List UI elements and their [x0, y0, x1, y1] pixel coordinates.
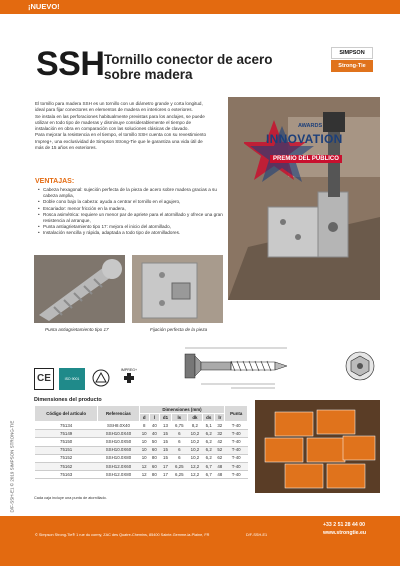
- plus-icon: [122, 372, 136, 384]
- footer-phone: +33 2 51 28 44 00: [323, 522, 365, 528]
- advantage-item: • Rosca asimétrica: requiere un menor par de apriete para el atornillado y ofrece una gran resistencia al arranque,: [38, 212, 226, 224]
- product-title-line1: Tornillo conector de acero: [104, 52, 273, 67]
- cell: SSH10.0X60: [98, 446, 139, 454]
- cell: 62: [215, 454, 225, 462]
- table-row: [35, 430, 248, 438]
- logo-bottom-text: Strong-Tie: [331, 60, 373, 72]
- cell: SSH8.0X40: [98, 422, 139, 430]
- impreg-label: IMPREG+: [120, 368, 138, 372]
- new-badge: ¡NUEVO!: [28, 2, 60, 11]
- cell: 17: [159, 462, 171, 470]
- cell: 12,2: [187, 462, 203, 470]
- cell: T-40: [225, 454, 248, 462]
- award-title: INNOVATION: [266, 132, 343, 146]
- screw-technical-drawing: [165, 340, 390, 392]
- side-reference-text: D/F-SSH-E1 © 2019 SIMPSON STRONG-TIE: [9, 420, 15, 513]
- cell: 40: [149, 430, 159, 438]
- column-header-l: l: [149, 414, 159, 422]
- cell: SSH10.0X40: [98, 430, 139, 438]
- fixing-illustration: [132, 255, 223, 323]
- advantage-item: • Escariador: menor fricción en la madera,: [38, 206, 226, 212]
- cell: 75163: [35, 471, 98, 479]
- cell: 6: [171, 454, 187, 462]
- column-header-ref: Referencias: [98, 406, 139, 422]
- cell: 75150: [35, 438, 98, 446]
- footer-website[interactable]: www.strongtie.eu: [323, 530, 367, 536]
- cell: T-40: [225, 438, 248, 446]
- award-label: AWARDS: [298, 123, 323, 129]
- advantage-item: • Punta antiagrietamiento tipo 17: mejora el inicio del atornillado,: [38, 224, 226, 230]
- cell: 6,7: [203, 471, 215, 479]
- column-header-d: d: [139, 414, 149, 422]
- cell: 10: [139, 438, 149, 446]
- cell: 50: [149, 438, 159, 446]
- intro-line: ideal para fijar conectores en elementos de madera en interiores o exteriores.: [35, 107, 193, 113]
- intro-line: Para mejorar la resistencia en el tiempo, el tornillo SSH cuenta con su revestimiento: [35, 132, 207, 138]
- column-header-lr: lr: [215, 414, 225, 422]
- table-row: [35, 471, 248, 479]
- dimensions-table: [34, 405, 248, 479]
- cell: 15: [159, 430, 171, 438]
- top-banner: [0, 0, 400, 14]
- cell: 32: [215, 430, 225, 438]
- product-title: [104, 52, 304, 82]
- cell: 15: [159, 446, 171, 454]
- award-subtitle: PREMIO DEL PÚBLICO: [270, 155, 342, 163]
- table-row: [35, 438, 248, 446]
- cell: 6,25: [171, 462, 187, 470]
- cell: 6,2: [203, 438, 215, 446]
- cell: 10: [139, 454, 149, 462]
- cell: T-40: [225, 446, 248, 454]
- ce-mark-icon: CE: [34, 368, 54, 390]
- column-header-tip: Punta: [225, 406, 248, 422]
- cell: 12,2: [187, 471, 203, 479]
- cell: T-40: [225, 430, 248, 438]
- cell: 10,2: [187, 438, 203, 446]
- cell: 10,2: [187, 454, 203, 462]
- cell: 10: [139, 430, 149, 438]
- column-header-dk: dk: [187, 414, 203, 422]
- cell: 8,2: [187, 422, 203, 430]
- column-header-ds: ds: [203, 414, 215, 422]
- cell: T-40: [225, 422, 248, 430]
- footer-reference: D/F-SSH-E1: [246, 533, 268, 537]
- fixing-caption: Fijación perfecta de la pieza: [150, 327, 208, 332]
- cell: SSH12.0X80: [98, 471, 139, 479]
- cell: 8: [139, 422, 149, 430]
- cell: 32: [215, 422, 225, 430]
- cell: 48: [215, 471, 225, 479]
- table-note: Cada caja incluye una punta de atornillado.: [34, 496, 107, 500]
- table-row: [35, 422, 248, 430]
- cell: T-40: [225, 462, 248, 470]
- cell: 6,2: [203, 430, 215, 438]
- table-row: [35, 454, 248, 462]
- cell: 15: [159, 438, 171, 446]
- cell: 15: [159, 454, 171, 462]
- impreg-plus-icon: [118, 368, 140, 390]
- dimensions-title: Dimensiones del producto: [34, 397, 102, 403]
- screw-illustration: [34, 255, 125, 323]
- product-boxes-photo: [255, 400, 380, 493]
- logo-top-text: SIMPSON: [331, 47, 373, 59]
- cell: 75152: [35, 454, 98, 462]
- column-header-code: Código del artículo: [35, 406, 98, 422]
- cell: 6,75: [171, 422, 187, 430]
- advantages-list: [38, 187, 226, 237]
- cell: 10,2: [187, 446, 203, 454]
- cell: 52: [215, 446, 225, 454]
- column-header-d1: d1: [159, 414, 171, 422]
- cell: 80: [149, 471, 159, 479]
- product-code: SSH: [36, 45, 105, 83]
- cell: 6,25: [171, 471, 187, 479]
- cell: 6: [171, 430, 187, 438]
- cell: 48: [215, 462, 225, 470]
- cell: 75151: [35, 446, 98, 454]
- cell: 42: [215, 438, 225, 446]
- footer-address: © Simpson Strong-Tie® 1 rue du cormy, ZAC des Quatre-Chemins, 85400 Sainte-Gemme-la-Plaine, FR: [35, 533, 210, 537]
- intro-line: instalación en obra en comparación con las soluciones clásicas de clavado.: [35, 126, 189, 132]
- cell: 80: [149, 454, 159, 462]
- cell: 6,7: [203, 462, 215, 470]
- intro-line: Impreg+, una exclusividad de Simpson Strong-Tie que le garantiza una vida útil de: [35, 138, 203, 144]
- side-reference: [2, 300, 15, 520]
- intro-line: utilizar en todo tipo de maderas y disminuye considerablemente el tiempo de: [35, 119, 192, 125]
- intro-paragraph: [35, 101, 223, 151]
- iso-certification-icon: ISO 9001: [59, 368, 85, 390]
- table-row: [35, 446, 248, 454]
- column-header-dims: Dimensiones (mm): [139, 406, 225, 414]
- cell: SSH10.0X80: [98, 454, 139, 462]
- simpson-logo: [331, 47, 373, 73]
- column-header-ls: ls: [171, 414, 187, 422]
- advantage-item: • Doble cono bajo la cabeza: ayuda a centrar el tornillo en el agujero,: [38, 199, 226, 205]
- advantages-title: VENTAJAS:: [35, 178, 75, 185]
- cell: T-40: [225, 471, 248, 479]
- cell: 6,2: [203, 446, 215, 454]
- cell: 6: [171, 438, 187, 446]
- cell: 60: [149, 446, 159, 454]
- cell: 13: [159, 422, 171, 430]
- screw-tip-caption: Punta antiagrietamiento tipo 17: [45, 327, 109, 332]
- cell: SSH10.0X50: [98, 438, 139, 446]
- cell: 75149: [35, 430, 98, 438]
- cell: 6,2: [203, 454, 215, 462]
- cell: 60: [149, 462, 159, 470]
- intro-line: Se instala en las perforaciones habitualmente previstas para los anclajes, se puede: [35, 113, 205, 119]
- cell: 75134: [35, 422, 98, 430]
- cell: 5,1: [203, 422, 215, 430]
- cell: 12: [139, 462, 149, 470]
- product-title-line2: sobre madera: [104, 67, 193, 82]
- cell: 6: [171, 446, 187, 454]
- product-boxes-illustration: [255, 400, 380, 493]
- cell: 10: [139, 446, 149, 454]
- cell: 10,2: [187, 430, 203, 438]
- cell: SSH12.0X60: [98, 462, 139, 470]
- cell: 40: [149, 422, 159, 430]
- advantage-item: • Cabeza hexagonal: sujeción perfecta de la pieza de acero sobre madera gracias a su cabeza amplia,: [38, 187, 226, 199]
- cell: 75162: [35, 462, 98, 470]
- eta-mark-icon: [91, 368, 111, 390]
- cell: 12: [139, 471, 149, 479]
- cell: 17: [159, 471, 171, 479]
- table-row: [35, 462, 248, 470]
- fixing-photo: [132, 255, 223, 323]
- intro-line: más de 15 años en exteriores.: [35, 145, 97, 151]
- advantage-item: • Instalación sencilla y rápida, adaptada a todo tipo de atornilladores.: [38, 230, 226, 236]
- intro-line: El tornillo para madera SSH es un tornillo con un diámetro grande y corta longitud,: [35, 101, 203, 106]
- screw-tip-photo: [34, 255, 125, 323]
